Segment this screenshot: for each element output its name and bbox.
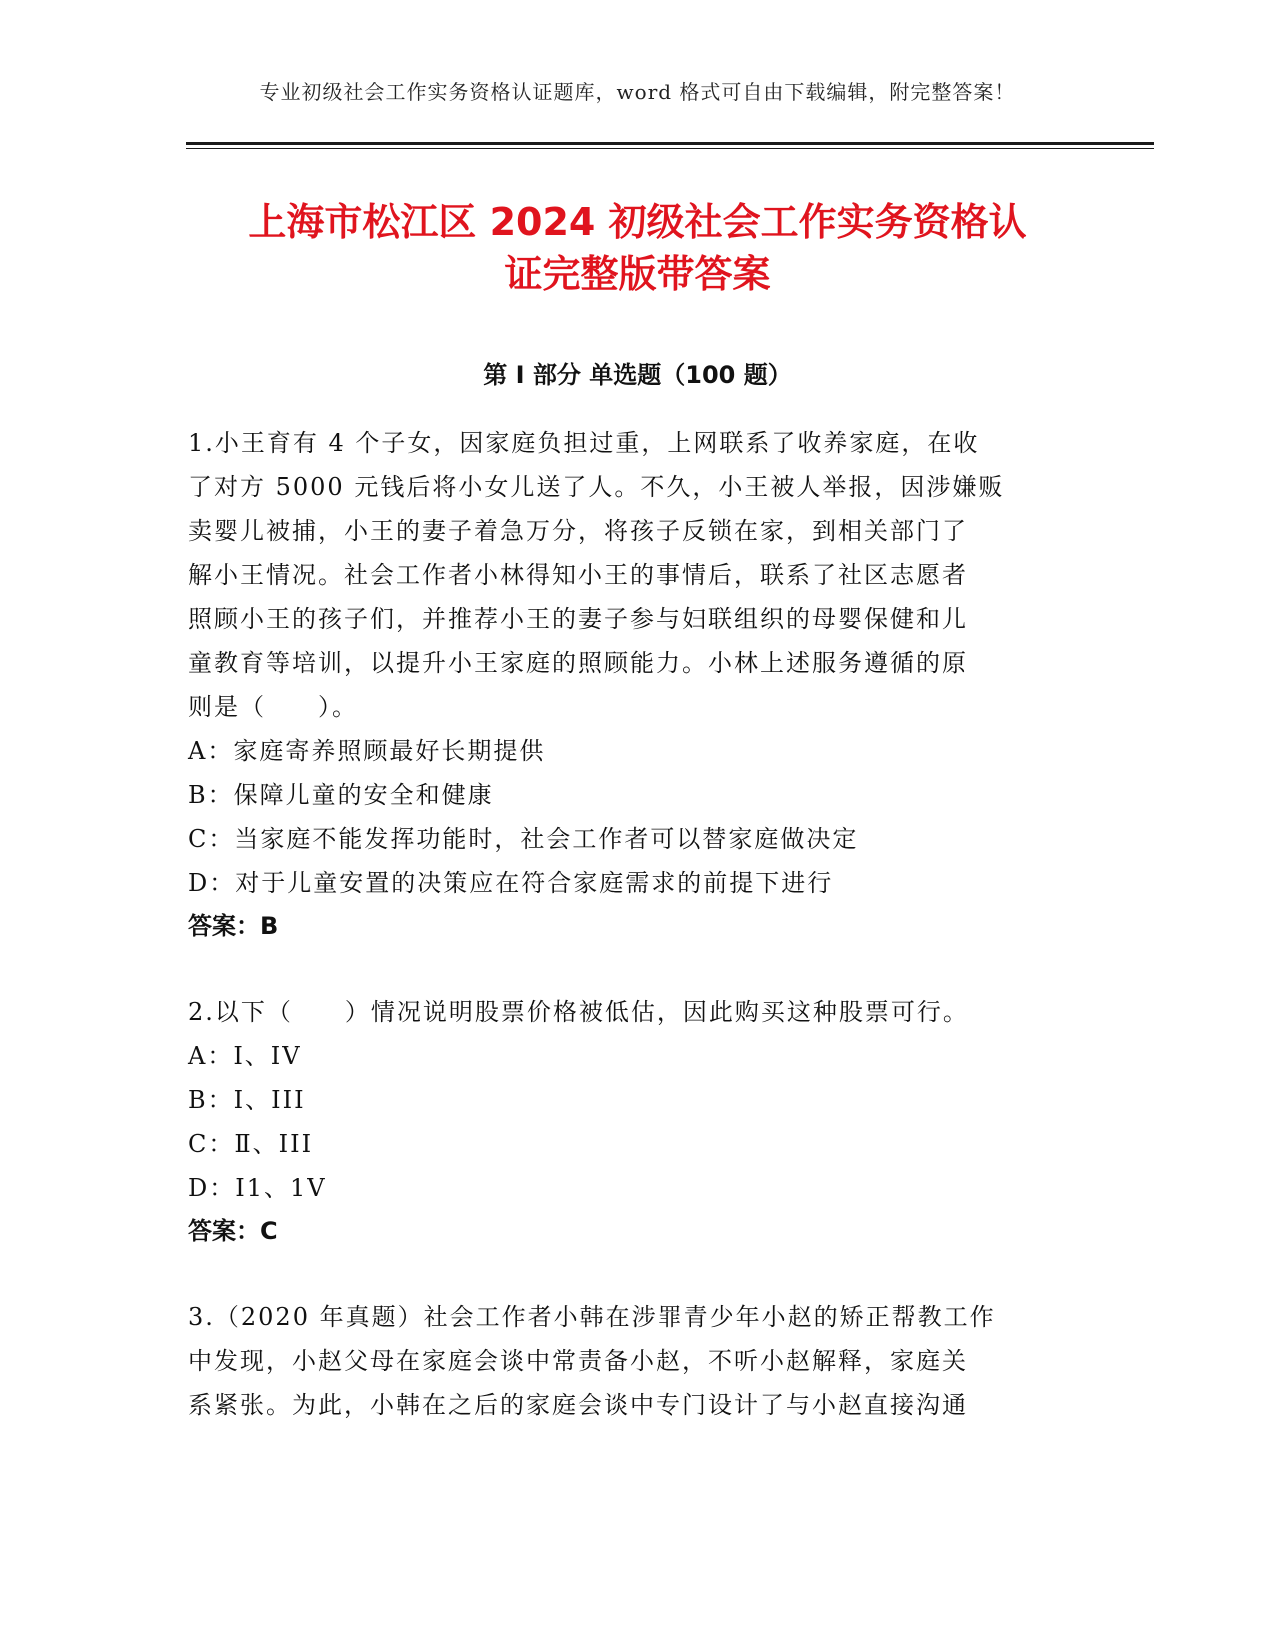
question-1-line: 解小王情况。社会工作者小林得知小王的事情后，联系了社区志愿者 (188, 561, 968, 589)
question-2-option-a: A：I、IV (188, 1042, 302, 1070)
question-2-option-b: B：I、III (188, 1086, 306, 1114)
question-2-option-c: C：Ⅱ、III (188, 1130, 314, 1158)
header-rule-thick (186, 142, 1154, 145)
question-3-line: 中发现，小赵父母在家庭会谈中常责备小赵，不听小赵解释，家庭关 (188, 1347, 968, 1375)
section-heading: 第 I 部分 单选题（100 题） (483, 361, 792, 389)
question-1-line: 则是（ ）。 (188, 693, 358, 721)
question-1-answer: 答案：B (188, 912, 279, 940)
question-1-option-a: A：家庭寄养照顾最好长期提供 (188, 737, 546, 765)
question-1-line: 了对方 5000 元钱后将小女儿送了人。不久，小王被人举报，因涉嫌贩 (188, 473, 1005, 501)
title-line-2: 证完整版带答案 (504, 252, 771, 296)
header-rule-thin (186, 148, 1154, 149)
question-3-line: 系紧张。为此，小韩在之后的家庭会谈中专门设计了与小赵直接沟通 (188, 1391, 968, 1419)
title-line-1: 上海市松江区 2024 初级社会工作实务资格认 (248, 200, 1027, 244)
page-header: 专业初级社会工作实务资格认证题库，word 格式可自由下载编辑，附完整答案！ (259, 80, 1016, 104)
question-1-line: 照顾小王的孩子们，并推荐小王的妻子参与妇联组织的母婴保健和儿 (188, 605, 968, 633)
question-3-line: 3.（2020 年真题）社会工作者小韩在涉罪青少年小赵的矫正帮教工作 (188, 1303, 996, 1331)
document-title (150, 196, 1125, 300)
question-1-line: 1.小王育有 4 个子女，因家庭负担过重，上网联系了收养家庭，在收 (188, 429, 980, 457)
question-1-line: 童教育等培训，以提升小王家庭的照顾能力。小林上述服务遵循的原 (188, 649, 968, 677)
question-1-option-b: B：保障儿童的安全和健康 (188, 781, 494, 809)
question-2-answer: 答案：C (188, 1217, 278, 1245)
question-2-line: 2.以下（ ）情况说明股票价格被低估，因此购买这种股票可行。 (188, 998, 969, 1026)
question-1-line: 卖婴儿被捕，小王的妻子着急万分，将孩子反锁在家，到相关部门了 (188, 517, 968, 545)
question-2-option-d: D：I1、1V (188, 1174, 327, 1202)
question-1-option-c: C：当家庭不能发挥功能时，社会工作者可以替家庭做决定 (188, 825, 859, 853)
question-1-option-d: D：对于儿童安置的决策应在符合家庭需求的前提下进行 (188, 869, 834, 897)
